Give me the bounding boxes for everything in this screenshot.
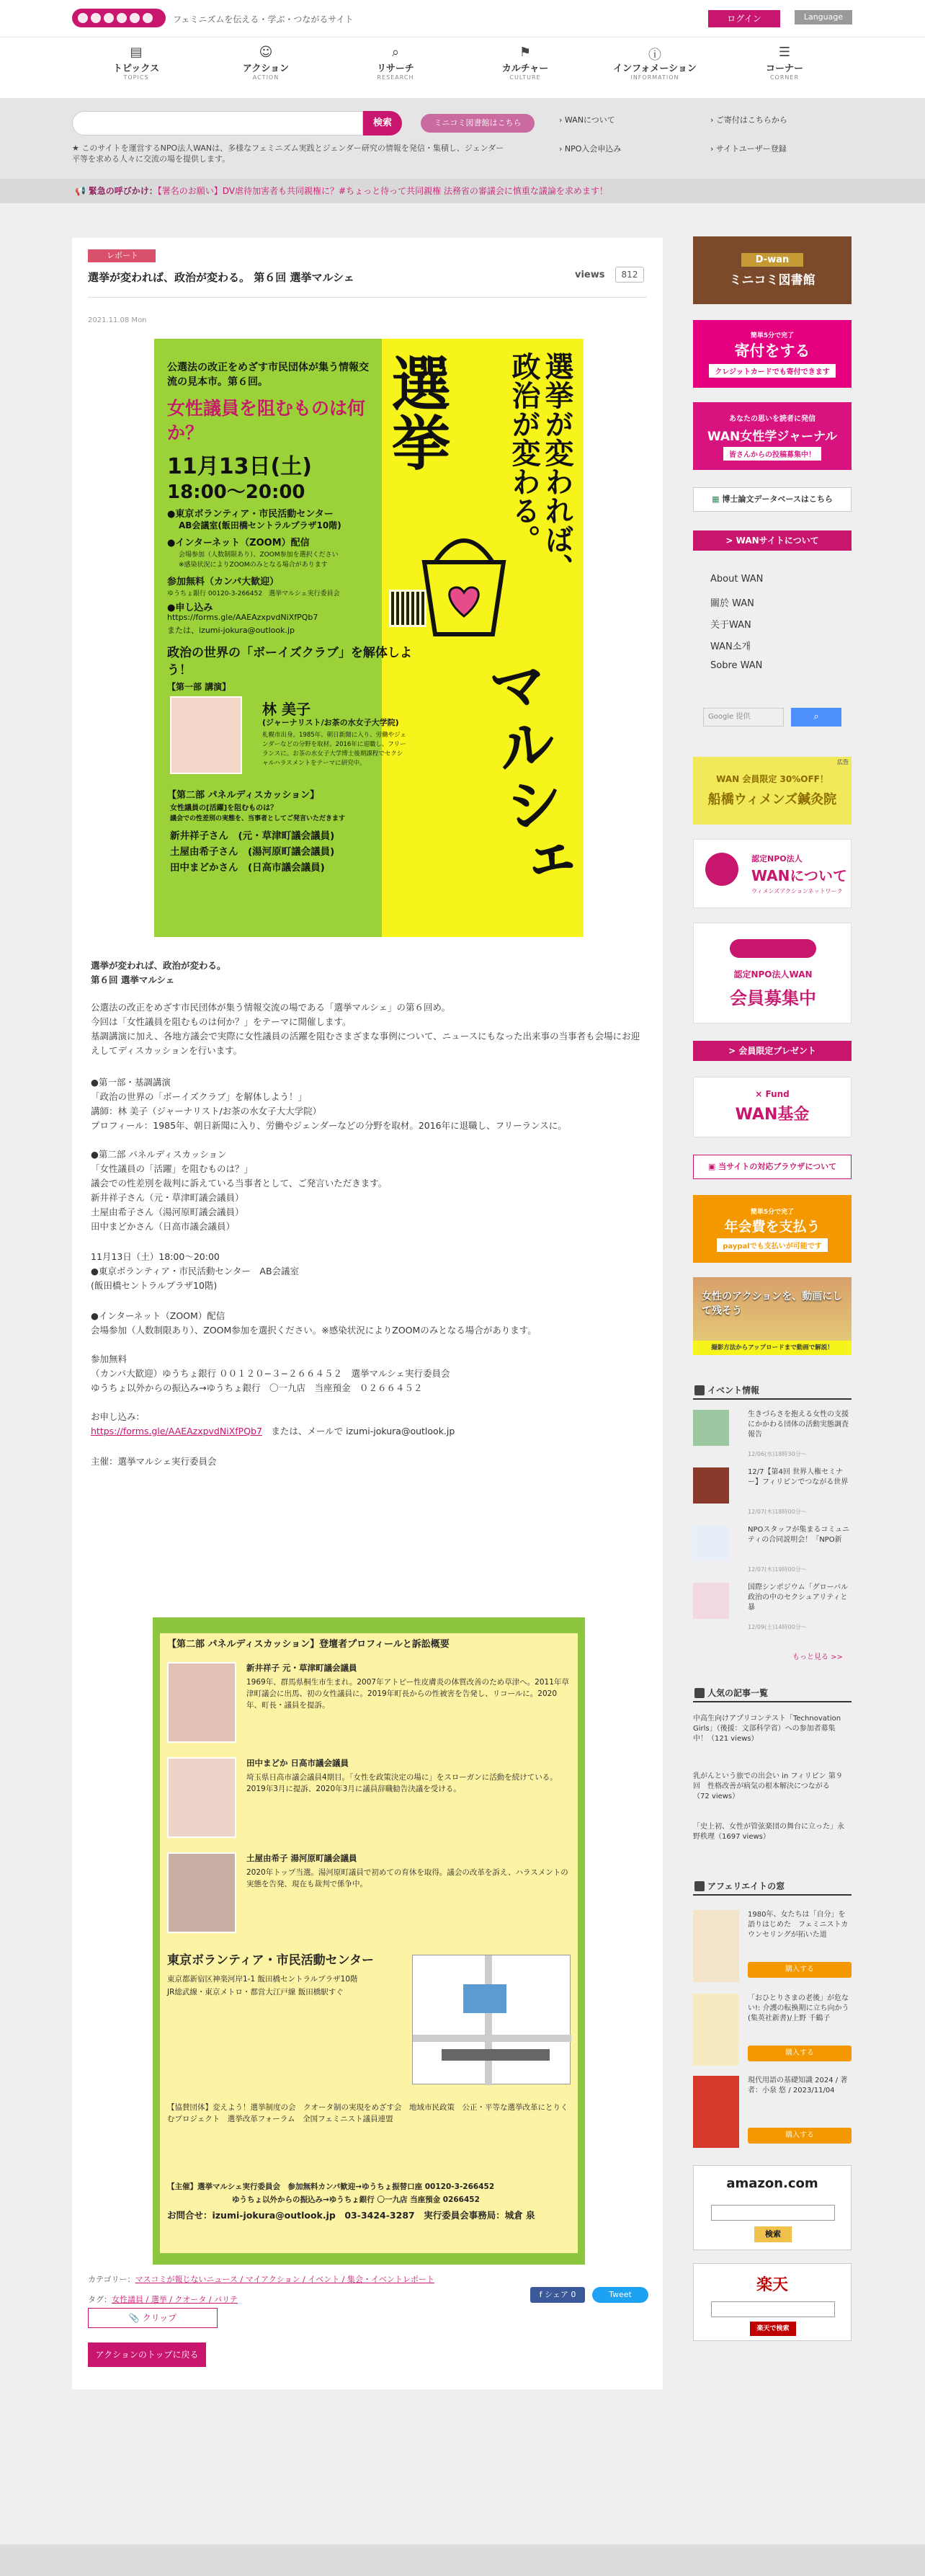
poster-big3: 選挙 <box>382 353 450 471</box>
about-header: > WANサイトについて <box>693 530 852 551</box>
red-heading-1: 選挙が変われば、政治が変わる。 <box>91 960 226 971</box>
wan-logo-small <box>730 939 816 958</box>
nav-information[interactable]: ⓘ インフォメーション INFORMATION <box>608 45 702 81</box>
event-thumb <box>693 1583 729 1619</box>
para-part1: ●第一部・基調講演 「政治の世界の「ボーイズクラブ」を解体しよう！」 講師：林 美子（ジャーナリスト/お茶の水女子大大学院） プロフィール：1985年、朝日新聞に入り、労働やジェンダーなどの分野を取材。2016年に退職し、フリーランスに。 <box>91 1077 567 1131</box>
poster2-c-name: 土屋由希子 湯河原町議会議員 <box>246 1853 357 1863</box>
poster-lead: 公選法の改正をめざす市民団体が集う情報交流の見本市。第６回。 <box>167 362 369 388</box>
divider <box>88 297 647 298</box>
bag-heart-icon <box>414 526 514 641</box>
poster-section2-sub: 女性議員の[活躍]を阻むものは？ <box>170 804 278 812</box>
npo-about-banner[interactable]: 認定NPO法人 WANについて ウィメンズアクションネットワーク <box>693 839 852 908</box>
article-panel <box>72 238 663 2389</box>
popular-item[interactable]: 中高生向けアプリコンテスト「Technovation Girls」（後援：文部科学省）への参加者募集中！（121 views） <box>693 1715 841 1743</box>
apply-form-link[interactable]: https://forms.gle/AAEAzxpvdNiXfPQb7 <box>91 1426 262 1436</box>
para-intro: 公選法の改正をめざす市民団体が集う情報交流の場である「選挙マルシェ」の第６回め。 今回は「女性議員を阻むものは何か？」をテーマに開催します。 基調講演に加え、各地方議会で実際に女性議員の活躍を阻むさまざまな事例について、ニュースにもなった出来事の当事者も会場にお迎えしてディスカッションを行います。 <box>91 1002 640 1056</box>
search-band <box>0 98 925 179</box>
link-about-wan[interactable]: › WANについて <box>559 115 615 125</box>
about-wan-en[interactable]: About WAN <box>710 574 764 585</box>
para-fee: 参加無料 （カンパ大歓迎）ゆうちょ銀行 ００１２０−３−２６６４５２ 選挙マルシェ実行委員会 ゆうちょ以外からの振込み→ゆうちょ銀行 〇一九店 当座預金 ０２６６４５２ <box>91 1354 450 1393</box>
rakuten-logo: 楽天 <box>756 2276 788 2294</box>
category-links[interactable]: マスコミが報じないニュース / マイアクション / イベント / 集会・イベントレポート <box>135 2275 435 2284</box>
poster-panel1: 新井祥子さん (元・草津町議会議員) <box>170 830 335 842</box>
views-count: 812 <box>615 267 644 283</box>
journal-banner[interactable]: あなたの思いを読者に発信 WAN女性学ジャーナル 皆さんからの投稿募集中！ <box>693 402 852 470</box>
wan-logo[interactable] <box>72 9 166 27</box>
event-item[interactable]: NPOスタッフが集まるコミュニティの合同説明会！「NPO新 12/07(木)19時00分〜 <box>693 1525 852 1568</box>
facebook-share-button[interactable]: f シェア 0 <box>530 2287 585 2303</box>
back-to-action-button[interactable]: アクションのトップに戻る <box>88 2342 206 2367</box>
alert-icon: ▣ <box>707 1162 719 1171</box>
poster2-venue-addr: 東京都新宿区神楽河岸1-1 飯田橋セントラルプラザ10階 <box>167 1975 358 1984</box>
poster-time: 18:00〜20:00 <box>167 481 305 503</box>
thesis-db-link[interactable]: ▦ 博士論文データベースはこちら <box>693 487 852 512</box>
wan-mark-icon <box>705 853 738 886</box>
link-npo-join[interactable]: › NPO入会申込み <box>559 144 622 154</box>
event-item[interactable]: 国際シンポジウム「グローバル政治の中のセクシュアリティと暴 12/09(土)14時00分〜 <box>693 1583 852 1626</box>
megaphone-icon: 📢 <box>75 186 89 196</box>
about-wan-kr[interactable]: WAN소개 <box>710 641 751 652</box>
site-tagline: フェミニズムを伝える・学ぶ・つながるサイト <box>173 14 354 25</box>
browser-support-link[interactable]: ▣ 当サイトの対応ブラウザについて <box>693 1155 852 1179</box>
poster-big4: マルシェ <box>475 652 576 896</box>
affiliate-item: 現代用語の基礎知識 2024 / 著者：小泉 悠 / 2023/11/04 購入する <box>693 2076 852 2155</box>
buy-button[interactable]: 購入する <box>748 2046 852 2061</box>
amazon-logo: amazon.com <box>726 2176 818 2191</box>
panel-profile-content <box>153 1617 585 2265</box>
newspaper-icon: ▤ <box>130 45 143 60</box>
library-link-button[interactable]: ミニコミ図書館はこちら <box>421 114 535 133</box>
event-poster <box>154 339 584 937</box>
popular-header: 人気の記事一覧 <box>693 1684 852 1702</box>
poster-date: 11月13日(土) <box>167 454 312 479</box>
poster2-b-bio: 埼玉県日高市議会議員4期目。「女性を政策決定の場に」をスローガンに活動を続けている。2019年3月に提訴、2020年3月に議員辞職勧告決議を受ける。 <box>246 1773 558 1793</box>
poster2-inner <box>160 1633 578 2253</box>
event-item[interactable]: 生きづらさを抱える女性の支援にかかわる団体の活動実態調査報告 12/06(水)18時30分〜 <box>693 1410 852 1453</box>
poster-speaker-role: (ジャーナリスト/お茶の水女子大学院) <box>262 718 399 727</box>
top-bar <box>0 0 925 37</box>
buy-button[interactable]: 購入する <box>748 2128 852 2144</box>
more-events-link[interactable]: もっと見る >> <box>792 1653 843 1661</box>
speaker-photo <box>170 696 242 774</box>
poster-section2-sub2: 議会での性差別の実態を、当事者としてご発言いただきます <box>170 815 346 822</box>
event-thumb <box>693 1410 729 1446</box>
gift-header: > 会員限定プレゼント <box>693 1041 852 1061</box>
search-input[interactable] <box>72 111 363 136</box>
main-nav <box>0 37 925 98</box>
tag-links[interactable]: 女性議員 / 選挙 / クオータ / パリテ <box>112 2295 238 2304</box>
nav-topics[interactable]: ▤ トピックス TOPICS <box>89 45 183 81</box>
library-banner[interactable]: D-wan ミニコミ図書館 <box>693 236 852 304</box>
people-icon: ☺ <box>259 45 273 60</box>
category-list: カテゴリー：マスコミが報じないニュース / マイアクション / イベント / 集会・イベントレポート <box>88 2275 435 2284</box>
tanaka-photo <box>167 1757 236 1838</box>
poster-venue2b: 会場参加（人数制限あり）、ZOOM参加を選択ください <box>179 551 339 559</box>
poster-venue2: ●インターネット（ZOOM）配信 <box>167 538 310 548</box>
poster2-title: 【第二部 パネルディスカッション】登壇者プロフィールと訴訟概要 <box>167 1639 450 1650</box>
amazon-search-button[interactable]: 検索 <box>754 2226 792 2242</box>
clip-icon: 📎 <box>128 2313 143 2323</box>
alert-text[interactable]: 【署名のお願い】DV虐待加害者も共同親権に？#ちょっと待って共同親権 法務省の審議会に慎重な議論を求めます！ <box>157 186 608 196</box>
rakuten-search-button[interactable]: 楽天で検索 <box>750 2322 796 2336</box>
popular-item[interactable]: 乳がんという旅での出会い in フィリピン 第９回 性格改善が病気の根本解決につながる（72 views） <box>693 1772 843 1800</box>
poster2-c-bio: 2020年トップ当選。湯河原町議員で初めての育休を取得。議会の改革を訴え、ハラスメントの実態を告発、現在も裁判で係争中。 <box>246 1868 568 1888</box>
poster2-venue-title: 東京ボランティア・市民活動センター <box>167 1953 374 1968</box>
event-thumb <box>693 1525 729 1561</box>
book-cover[interactable] <box>693 1994 739 2066</box>
nav-research[interactable]: ⌕ リサーチ RESEARCH <box>349 45 442 81</box>
member-recruit-banner[interactable]: 認定NPO法人WAN 会員募集中 <box>693 923 852 1023</box>
poster-venue1b: AB会議室(飯田橋セントラルプラザ10階) <box>179 520 341 530</box>
nav-corner[interactable]: ☰ コーナー CORNER <box>738 45 831 81</box>
tweet-button[interactable]: Tweet <box>592 2287 648 2303</box>
article-title: 選挙が変われば、政治が変わる。 第６回 選挙マルシェ <box>88 271 354 284</box>
poster-big2: 政治が変わる。 <box>507 352 540 554</box>
tsuchiya-photo <box>167 1852 236 1933</box>
poster2-venue-note: JR総武線・東京メトロ・都営大江戸線 飯田橋駅すぐ <box>167 1988 344 1997</box>
poster-panel2: 土屋由希子さん (湯河原町議会議員) <box>170 846 335 858</box>
views-label: views <box>575 270 605 280</box>
footer <box>0 2544 925 2576</box>
popular-item[interactable]: 「史上初、女性が管弦楽団の舞台に立った」永野秩理（1697 views） <box>693 1823 844 1841</box>
video-action-banner[interactable]: 女性のアクションを、動画にして残そう 撮影方法からアップロードまで動画で解説！ <box>693 1277 852 1355</box>
para-online: ●インターネット（ZOOM）配信 会場参加（人数制限あり）、ZOOM参加を選択ください。※感染状況によりZOOMのみとなる場合があります。 <box>91 1310 537 1336</box>
menu-icon: ☰ <box>778 45 791 60</box>
google-search-button[interactable]: ⌕ <box>791 708 841 727</box>
events-header: イベント情報 <box>693 1381 852 1400</box>
annual-fee-banner[interactable]: 簡単5分で完了 年会費を支払う paypalでも支払いが可能です <box>693 1195 852 1263</box>
language-button[interactable]: Language <box>795 10 852 25</box>
poster-fee: 参加無料（カンパ大歓迎） <box>167 577 280 587</box>
poster-venue2c: ※感染状況によりZOOMのみとなる場合があります <box>179 561 328 569</box>
poster-speaker-bio: 札幌市出身。1985年、朝日新聞に入り、労働やジェンダーなどの分野を取材。2016年に退職し、フリーランスに。お茶の水女子大学博士後期課程でセクシャルハラスメントをテーマに研究中。 <box>262 732 406 767</box>
event-thumb <box>693 1467 729 1504</box>
poster2-footer1: 【主催】選挙マルシェ実行委員会 参加無料カンパ歓迎→ゆうちょ振替口座 00120-3-266452 <box>167 2182 495 2191</box>
arai-photo <box>167 1662 236 1743</box>
heart-icon <box>694 1881 705 1891</box>
google-search-input[interactable]: Google 提供 <box>703 708 784 727</box>
poster-apply: ●申し込み <box>167 603 213 613</box>
affiliate-item: 1980年、女たちは「自分」を語りはじめた フェミニストカウンセリングが拓いた道 購入する <box>693 1910 852 1989</box>
database-icon: ▦ <box>712 494 723 504</box>
poster-headline: 女性議員を阻むものは何か？ <box>167 398 366 443</box>
poster2-contact: お問合せ：izumi-jokura@outlook.jp 03-3424-3287 実行委員会事務局：城倉 泉 <box>167 2210 535 2221</box>
amazon-search-input[interactable] <box>711 2205 835 2221</box>
article-date: 2021.11.08 Mon <box>88 316 147 324</box>
about-wan-cn[interactable]: 关于WAN <box>710 620 751 631</box>
donate-banner[interactable]: 簡単5分で完了 寄付をする クレジットカードでも寄付できます <box>693 320 852 388</box>
clip-button[interactable]: 📎 クリップ <box>88 2308 218 2328</box>
poster-url: https://forms.gle/AAEAzxpvdNiXfPQb7 <box>167 613 318 622</box>
link-user-register[interactable]: › サイトユーザー登録 <box>710 144 787 154</box>
urgent-alert[interactable]: 📢 緊急の呼びかけ：【署名のお願い】DV虐待加害者も共同親権に？#ちょっと待って共同親権 法務省の審議会に慎重な議論を求めます！ <box>0 179 925 203</box>
poster-panel3: 田中まどかさん (日高市議会議員) <box>170 862 325 874</box>
affiliate-header: アフェリエイトの窓 <box>693 1877 852 1896</box>
login-button[interactable]: ログイン <box>708 10 780 27</box>
poster-section1-sub: 【第一部 講演】 <box>167 682 231 692</box>
star-icon <box>694 1688 705 1698</box>
organizer: 主催：選挙マルシェ実行委員会 <box>91 1456 217 1467</box>
poster2-a-bio: 1969年、群馬県桐生市生まれ。2007年アトピー性皮膚炎の体質改善のため草津へ。2011年草津町議会に出馬、初の女性議員に。2019年町長からの性被害を告発し、リコールに。2020年、町長・議員を提訴。 <box>246 1678 569 1710</box>
poster-big1: 選挙が変われば、 <box>540 352 573 582</box>
poster-speaker: 林 美子 <box>262 701 310 718</box>
ad-banner-acupuncture[interactable]: 広告 WAN 会員限定 30%OFF！ 船橋ウィメンズ鍼灸院 <box>693 757 852 825</box>
about-wan-es[interactable]: Sobre WAN <box>710 660 763 671</box>
affiliate-item: 「おひとりさまの老後」が危ない!: 介護の転換期に立ち向かう (集英社新書)/上野 千鶴子 購入する <box>693 1994 852 2073</box>
red-heading-2: 第６回 選挙マルシェ <box>91 974 175 985</box>
rakuten-widget <box>693 2263 852 2341</box>
venue-map <box>412 1955 571 2084</box>
poster2-b-name: 田中まどか 日高市議会議員 <box>246 1758 349 1768</box>
nav-action[interactable]: ☺ アクション ACTION <box>219 45 313 81</box>
poster-bank: ゆうちょ銀行 00120-3-266452 選挙マルシェ実行委員会 <box>167 590 340 598</box>
para-part2: ●第二部 パネルディスカッション 「女性議員の「活躍」を阻むものは？」 議会での性差別を裁判に訴えている当事者として、ご発言いただきます。 新井祥子さん（元・草津町議会議員） 土屋由希子さん（湯河原町議会議員） 田中まどかさん（日高市議会議員） <box>91 1149 388 1232</box>
info-icon: ⓘ <box>648 48 661 63</box>
about-wan-tw[interactable]: 關於 WAN <box>710 598 754 609</box>
book-cover[interactable] <box>693 2076 739 2148</box>
buy-button[interactable]: 購入する <box>748 1962 852 1978</box>
poster2-supporters: 【協賛団体】変えよう！選挙制度の会 クオータ制の実現をめざす会 地域市民政策 公正・平等な選挙改革にとりくむプロジェクト 選挙改革フォーラム 全国フェミニスト議員連盟 <box>167 2103 568 2123</box>
nav-culture[interactable]: ⚑ カルチャー CULTURE <box>478 45 572 81</box>
poster2-a-name: 新井祥子 元・草津町議会議員 <box>246 1663 357 1673</box>
google-search <box>693 708 852 728</box>
tag-list: タグ：女性議員 / 選挙 / クオータ / パリテ <box>88 2295 238 2304</box>
para-apply: お申し込み： https://forms.gle/AAEAzxpvdNiXfPQb7 または、メールで izumi-jokura@outlook.jp <box>91 1411 455 1436</box>
rakuten-search-input[interactable] <box>711 2301 835 2317</box>
para-datetime: 11月13日（土）18:00〜20:00 ●東京ボランティア・市民活動センター AB会議室 (飯田橋セントラルプラザ10階) <box>91 1251 300 1291</box>
poster2-footer2: ゆうちょ以外からの振込み→ゆうちょ銀行 〇一九店 当座預金 0266452 <box>232 2195 480 2204</box>
wan-fund-banner[interactable]: × Fund WAN基金 <box>693 1077 852 1137</box>
book-cover[interactable] <box>693 1910 739 1982</box>
poster-section1: 政治の世界の「ボーイズクラブ」を解体しよう！ <box>167 646 412 678</box>
amazon-widget <box>693 2165 852 2250</box>
category-badge[interactable]: レポート <box>88 249 156 262</box>
poster-email: または、izumi-jokura@outlook.jp <box>167 626 295 635</box>
flag-icon: ⚑ <box>519 45 532 60</box>
calendar-icon <box>694 1385 705 1395</box>
site-note: ★ このサイトを運営するNPO法人WANは、多様なフェミニズム実践とジェンダー研究の情報を発信・集積し、ジェンダー平等を求める人々に交流の場を提供します。 <box>72 143 504 164</box>
poster-section2: 【第二部 パネルディスカッション】 <box>167 790 320 801</box>
event-item[interactable]: 12/7【第4回 世界人権セミナー】フィリピンでつながる世界 12/07(木)18時00分〜 <box>693 1467 852 1511</box>
link-donate[interactable]: › ご寄付はこちらから <box>710 115 787 125</box>
poster-venue1: ●東京ボランティア・市民活動センター <box>167 509 334 520</box>
search-icon: ⌕ <box>391 45 400 60</box>
search-button[interactable]: 検索 <box>363 111 402 136</box>
